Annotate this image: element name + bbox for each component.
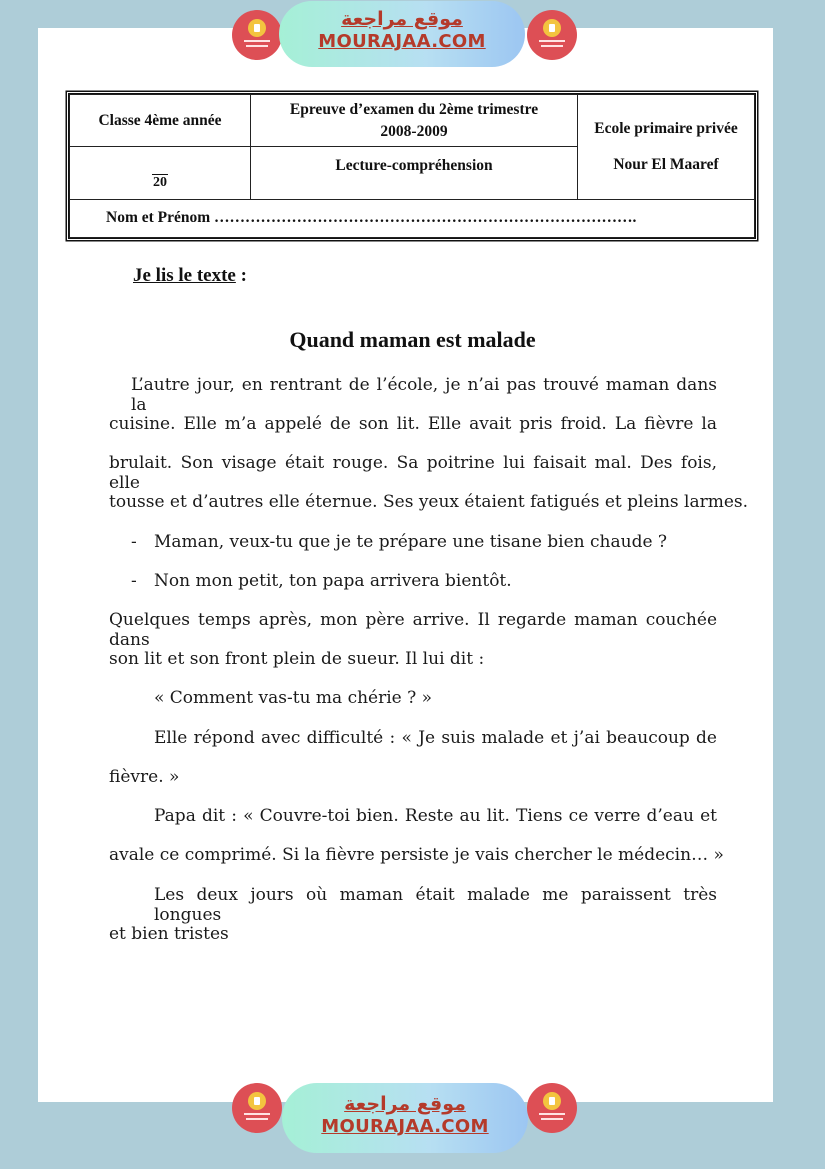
text-line: avale ce comprimé. Si la fièvre persiste je vais chercher le médecin… » [109,845,724,865]
text-line: cuisine. Elle m’a appelé de son lit. Elle avait pris froid. La fièvre la [109,414,717,434]
school-cell [578,95,755,200]
quote-line: « Comment vas-tu ma chérie ? » [154,688,433,708]
exam-cell [251,95,578,147]
site-name-arabic: موقع مراجعة [344,1093,466,1115]
text-line: Elle répond avec difficulté : « Je suis malade et j’ai beaucoup de [154,728,717,748]
site-banner-top[interactable] [279,1,525,67]
section-heading-colon: : [235,265,247,286]
text-line: son lit et son front plein de sueur. Il lui dit : [109,649,485,669]
dialogue-dash: - [131,571,137,591]
dialogue-dash: - [131,532,137,552]
text-line: brulait. Son visage était rouge. Sa poitrine lui faisait mal. Des fois, elle [109,453,717,493]
subject-cell: Lecture-compréhension [251,147,578,199]
text-line: L’autre jour, en rentrant de l’école, je n’ai pas trouvé maman dans la [131,375,717,415]
text-line: Papa dit : « Couvre-toi bien. Reste au lit. Tiens ce verre d’eau et [154,806,717,826]
site-name-arabic: موقع مراجعة [341,8,463,30]
section-heading [133,265,247,287]
score-denominator: 20 [153,174,167,190]
site-logo-badge-left-bottom [232,1083,282,1133]
text-line: tousse et d’autres elle éternue. Ses yeux étaient fatigués et pleins larmes. [109,492,749,512]
exam-title: Epreuve d’examen du 2ème trimestre [289,100,539,118]
site-logo-badge-right-bottom [527,1083,577,1133]
reading-text [109,375,749,955]
site-logo-badge-right [527,10,577,60]
text-line: fièvre. » [109,767,180,787]
class-cell: Classe 4ème année [70,95,251,147]
score-cell [70,147,251,199]
site-name-latin: MOURAJAA.COM [321,1116,489,1137]
school-type: Ecole primaire privée [594,119,738,137]
site-logo-badge-left [232,10,282,60]
site-banner-bottom[interactable] [282,1083,528,1153]
exam-year: 2008-2009 [380,122,448,140]
school-name: Nour El Maaref [613,155,719,173]
exam-header-table [66,91,758,241]
section-heading-text: Je lis le texte [133,265,236,286]
text-line: Quelques temps après, mon père arrive. Il regarde maman couchée dans [109,610,717,650]
text-title: Quand maman est malade [289,327,536,352]
dialogue-text: Maman, veux-tu que je te prépare une tisane bien chaude ? [154,532,668,552]
site-name-latin: MOURAJAA.COM [318,31,486,52]
text-line: Les deux jours où maman était malade me paraissent très longues [154,885,717,925]
dialogue-text: Non mon petit, ton papa arrivera bientôt. [154,571,512,591]
student-name-field[interactable]: Nom et Prénom ………………………………………………………………………. [70,199,755,237]
text-line: et bien tristes [109,924,229,944]
